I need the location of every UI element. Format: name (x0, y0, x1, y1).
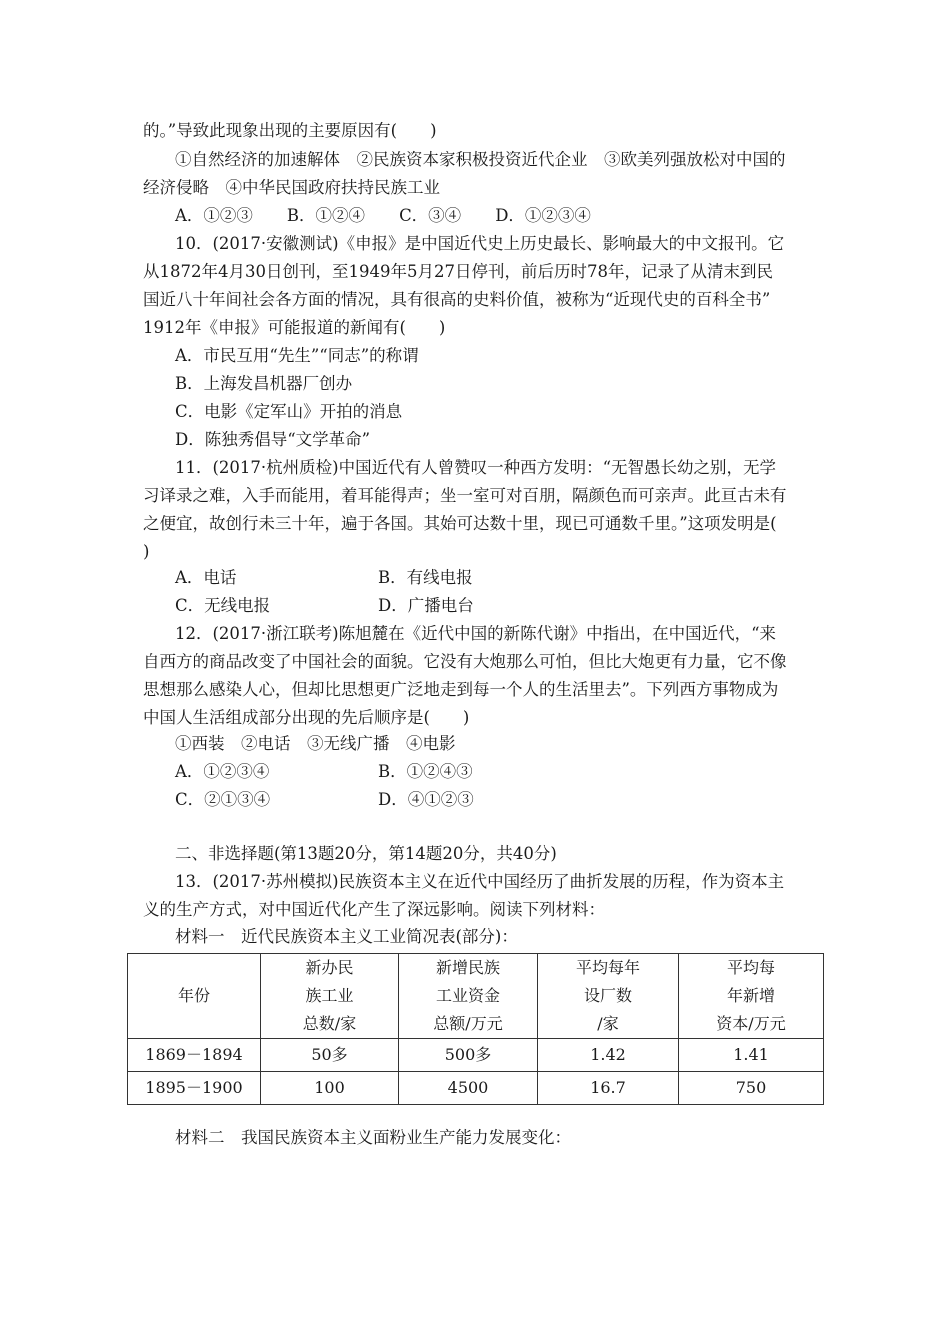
material-2-caption: 材料二 我国民族资本主义面粉业生产能力发展变化： (175, 1128, 571, 1147)
table-header-row (128, 954, 824, 1039)
option-a: A．①②③ (175, 206, 253, 225)
option-d: D．广播电台 (378, 596, 474, 615)
option-a: A．①②③④ (175, 762, 270, 781)
option-a: A．电话 (175, 568, 237, 587)
question-10-line: 从1872年4月30日创刊，至1949年5月27日停刊，前后历时78年，记录了从清末到民 (143, 262, 773, 281)
table-cell: 50多 (261, 1039, 399, 1072)
table-header-cell: 平均每年 设厂数 /家 (538, 954, 679, 1039)
text-line: ①自然经济的加速解体 ②民族资本家积极投资近代企业 ③欧美列强放松对中国的 (175, 150, 786, 169)
text-line: 的。”导致此现象出现的主要原因有( ) (143, 121, 437, 140)
table-cell: 1.42 (538, 1039, 679, 1072)
material-1-caption: 材料一 近代民族资本主义工业简况表(部分)： (175, 927, 518, 946)
table-cell: 1869－1894 (128, 1039, 261, 1072)
table-cell: 16.7 (538, 1072, 679, 1105)
question-11-line: ) (143, 542, 150, 561)
table-header-cell: 年份 (128, 954, 261, 1039)
question-10-line: 国近八十年间社会各方面的情况，具有很高的史料价值，被称为“近现代史的百科全书” (143, 290, 771, 309)
option-c: C．③④ (399, 206, 462, 225)
question-11-line: 之便宜，故创行未三十年，遍于各国。其始可达数十里，现已可通数千里。”这项发明是( (143, 514, 777, 533)
text-line: 经济侵略 ④中华民国政府扶持民族工业 (143, 178, 440, 197)
table-header-cell: 平均每 年新增 资本/万元 (679, 954, 824, 1039)
question-10-line: 10．(2017·安徽测试)《申报》是中国近代史上历史最长、影响最大的中文报刊。它 (175, 234, 785, 253)
option-b: B．①②④ (286, 206, 366, 225)
question-12-line: 思想那么感染人心，但却比思想更广泛地走到每一个人的生活里去”。下列西方事物成为 (143, 680, 779, 699)
question-11-line: 11．(2017·杭州质检)中国近代有人曾赞叹一种西方发明：“无智愚长幼之别，无学 (175, 458, 777, 477)
section-heading: 二、非选择题(第13题20分，第14题20分，共40分) (175, 844, 557, 863)
table-cell: 1.41 (679, 1039, 824, 1072)
question-12-line: 中国人生活组成部分出现的先后顺序是( ) (143, 708, 470, 727)
option-b: B．上海发昌机器厂创办 (175, 374, 353, 393)
question-12-line: 12．(2017·浙江联考)陈旭麓在《近代中国的新陈代谢》中指出，在中国近代，“来 (175, 624, 777, 643)
table-cell: 1895－1900 (128, 1072, 261, 1105)
option-c: C．无线电报 (175, 596, 271, 615)
option-d: D．陈独秀倡导“文学革命” (175, 430, 371, 449)
option-c: C．电影《定军山》开拍的消息 (175, 402, 403, 421)
option-a: A．市民互用“先生”“同志”的称谓 (175, 346, 419, 365)
option-d: D．④①②③ (378, 790, 474, 809)
industry-table (127, 953, 824, 1105)
option-c: C．②①③④ (175, 790, 271, 809)
table-header-cell: 新办民 族工业 总数/家 (261, 954, 399, 1039)
table-row (128, 1039, 824, 1072)
question-12-line: 自西方的商品改变了中国社会的面貌。它没有大炮那么可怕，但比大炮更有力量，它不像 (143, 652, 787, 671)
table-cell: 750 (679, 1072, 824, 1105)
table-cell: 500多 (399, 1039, 538, 1072)
option-b: B．①②④③ (378, 762, 473, 781)
option-d: D．①②③④ (495, 206, 591, 225)
question-12-items: ①西装 ②电话 ③无线广播 ④电影 (175, 734, 456, 753)
table-cell: 100 (261, 1072, 399, 1105)
option-b: B．有线电报 (378, 568, 473, 587)
question-10-line: 1912年《申报》可能报道的新闻有( ) (143, 318, 446, 337)
question-11-line: 习译录之难，入手而能用，着耳能得声；坐一室可对百朋，隔颜色而可亲声。此亘古未有 (143, 486, 787, 505)
question-13-line: 义的生产方式，对中国近代化产生了深远影响。阅读下列材料： (143, 900, 605, 919)
table-cell: 4500 (399, 1072, 538, 1105)
table-header-cell: 新增民族 工业资金 总额/万元 (399, 954, 538, 1039)
question-13-line: 13．(2017·苏州模拟)民族资本主义在近代中国经历了曲折发展的历程，作为资本主 (175, 872, 785, 891)
table-row (128, 1072, 824, 1105)
q9-options (175, 205, 625, 227)
